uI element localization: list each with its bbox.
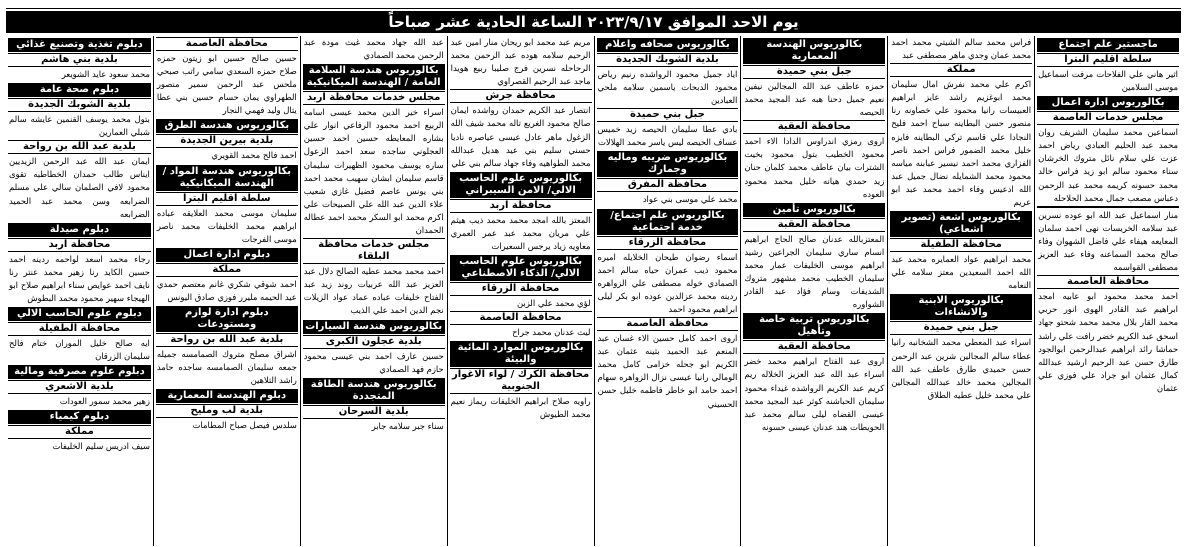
section-heading: دبلوم علوم مصرفية ومالية <box>8 365 151 379</box>
column-4 <box>594 36 741 546</box>
subsection-heading: محافظة العقبة <box>743 120 885 134</box>
section-heading: بكالوريوس علوم الحاسب الالي/ الذكاء الاصطناعي <box>450 255 592 281</box>
subsection-heading: مملكة <box>890 63 1032 77</box>
column-6 <box>300 36 447 546</box>
section-heading: دبلوم ادارة لوازم ومستودعات <box>156 306 298 332</box>
subsection-heading: محافظة العاصمة <box>1037 275 1179 289</box>
section-heading: بكالوريوس الهندسة المعمارية <box>743 38 885 64</box>
name-list: ايه صالح خليل الموران ختام فالح سليمان الزرقان <box>9 338 150 362</box>
column-3 <box>740 36 887 546</box>
name-list: احمد فالح محمد القويري <box>211 150 297 161</box>
name-list: اسماء رضوان طيحان الخلايله اميره محمود ذيب عمران حياه سالم احمد الصمادي خوله مصطفى علي الزواهره ردينه محمد عزالدين عوده ابو بكر ليلى ابراهيم محمود احمد <box>597 251 738 314</box>
subsection-heading: مجلس خدمات محافظة البلقاء <box>303 238 445 264</box>
name-list: المعتزبالله عدنان صالح الحاج ابراهيم انسام ساري سليمان الجراعين رشيد ابراهيم موسى الخليفات عمار محمد سليمان الخطيب محمد مشهور متروك الشديفات وسام فؤاد عبد القادر الشواوره <box>744 233 885 310</box>
name-list: اروى عبد الفتاح ابراهيم محمد خضر اسراء عبد الله عبد العزيز الخلاله ريم كريم عبد الكريم الرواشده غيداء محمود سليمان الحباشنه كوثر عبد المجيد محمد عيسى القضاه ليلى سالم محمد عبد الحويطات هند عدنان عيسى حسونه <box>744 356 885 432</box>
name-list: حمزه عاطف عبد الله المجالين نيفين نعيم جميل دحنا هبه عبد المجيد محمد الحيصه <box>744 81 885 118</box>
name-list: رجاء محمد اسعد لواحمه ردينه احمد حسين الكايد رنا زهير محمد عنتر رنا نايف احمد عوايص سناء ابراهيم صلاح ابو الهيجاء سهير محمود محمد البطوش <box>9 253 150 304</box>
subsection-heading: محافظة الطفيلة <box>8 322 151 336</box>
subsection-heading: بلدية الاشعري <box>8 380 151 394</box>
subsection-heading: بلدية بني هاشم <box>8 53 151 67</box>
section-heading: بكالوريوس علوم الحاسب الالي/ الامن السيبراني <box>450 172 592 198</box>
name-list: اياد جميل محمود الرواشده رنيم رياض محمود الدبحات ياسمين سلامه ملحي العبادين <box>597 69 738 106</box>
name-list: سليمان موسى محمد العلايقه عباده ابراهيم محمد الخليفات محمد ناصر موسى الفرجات <box>156 207 297 244</box>
name-list: محمد ابراهيم عواد العمايره محمد عبد الله احمد السعيدين معتز سلامه علي النعامه <box>891 254 1032 291</box>
section-heading: ماجستير علم اجتماع <box>1037 38 1179 52</box>
section-heading: بكالوريوس تربية خاصة وتأهيل <box>743 313 885 339</box>
name-list: راويه صلاح ابراهيم الخليفات ريماز نعيم محمد الطيوش <box>450 396 591 420</box>
name-list: احمد محمد محمد عطيه الصالح دلال عبد العزيز عبد الله عربيات روند زيد عبد الفتاح خليفات عباده عماد عواد الزيلات نجم الدين احمد علي الذيب <box>303 266 444 316</box>
section-heading: بكالوريوس صحافه واعلام <box>597 38 739 52</box>
section-heading: دبلوم صيدلة <box>8 223 151 237</box>
name-list: حسين صالح حسين ابو زيتون حمزه صلاح حمزه السعدي سامي راتب صبحي ملحس عبد الرحمن سمير منصور الطهراوي يمان حسام حسين بني عطا يتال وليد فهمي النجار <box>156 53 297 116</box>
name-list: حسين عارف احمد بني عيسى محمود حازم فهد الصمادي <box>303 350 444 374</box>
name-list: احمد شوقي شكري غانم معتصم حمدي عيد الحيمه مليرر فوزي صادق اليونس <box>156 278 297 302</box>
name-list: ايمان عبد الله عبد الرحمن الزيديين ايناس طالب حمدان الخطاطبه تقوى محمود لافي الصلمان سالي علي مسلم الضرابعه وسن محمد عبد الحميد الضرابعه <box>9 156 150 219</box>
name-list: اشراق مصلح متروك الصمامسه جميله جمعه سليمان الصمامسه ساجده حامد راشد التلاهين <box>156 349 297 386</box>
column-2 <box>887 36 1034 546</box>
name-list: لؤي محمد علي الزبن <box>516 298 591 309</box>
section-heading: بكالوريوس ضريبه وماليه وجمارك <box>597 151 739 177</box>
subsection-heading: بلدية بيرين الجديدة <box>156 134 298 148</box>
subsection-heading: مجلس خدمات محافظة اربد <box>303 91 445 105</box>
subsection-heading: بلدية الشوبك الجديدة <box>8 98 151 112</box>
section-heading: دبلوم علوم الحاسب الالي <box>8 307 151 321</box>
subsection-heading: بلدية عبد الله بن رواحة <box>156 333 298 347</box>
name-list: اسراء عبد المعطي محمد الشخانبه رانيا عطاء سالم المجالين شرين عبد الرحمن حسن حميدي طارق عاطف عبد الله المجالين محمد خالد عبدالله المجالين علي محمد خليل عطيه الطلاق <box>891 337 1032 400</box>
name-list: سناء جبر سلامه جابر <box>371 420 444 431</box>
name-list: اروى رمزي اندراوس الدادا الاء احمد محمود الخطيب بتول محمود بخيت الشترات بيان عاطف محمد كلمان حنان زيد حمدي هيانه خليل محمد محمود العوده <box>744 136 885 199</box>
name-list: بادي عطا سليمان الحيصه زيد خميس عساف الحيصه ليس ياسر محمد الهلالات <box>597 124 738 148</box>
name-list: احمد محمد محمود ابو عابيه امجد ابراهيم عبد القادر الهوى انور حربي محمد القار بلال محمد محمد شحتو جهاد اسحق عبد الكريم خضر رافت علي راشد حماشا رائد ابراهيم عبدالرحمن ابوالجود طارق حسن عبد الرحيم ارشيد عبدالله كمال عثمان ابو جراد علي فوزي علي عثمان <box>1038 291 1178 393</box>
name-list: اروى احمد كامل حسين الاء غسان عبد المنعم عبد الحميد بثينه عثمان عبد الكريم ابو جحله خزامى كامل محمد الومالي رانيا عيسى نزال الزواهره سهام احمد حامد ابو خاطر فاطمه خليل حسن الحسيني <box>597 333 738 409</box>
subsection-heading <box>1037 206 1179 208</box>
subsection-heading: محافظة الزرقاء <box>597 236 739 250</box>
section-heading: دبلوم الهندسة المعمارية <box>156 389 298 403</box>
subsection-heading: جبل بني حميدة <box>743 65 885 79</box>
column-8 <box>6 36 153 546</box>
subsection-heading: بلدية عبد الله بن رواحة <box>8 140 151 154</box>
subsection-heading: محافظة العاصمة <box>156 37 298 51</box>
section-heading: بكالوريوس الابنية والانشاءات <box>890 294 1032 320</box>
name-list: مريم عبد محمد ابو ريحان منار امين عبد الرحيم سلامه هوده عبد الرحمن محمد الرحاحله نسرين فرج صليبا ربيع هويدا ماجد عبد الرحيم القصراوي <box>450 37 591 87</box>
section-heading: بكالوريوس هندسة الطاقة المتجددة <box>303 378 445 404</box>
name-list: اسراء خير الدين محمد عيسى اسامه الربيع احمد محمود الرفاعي انوار علي بشاره المعايطه حسين احمد حسين العجلوني ساجده سعد احمد الزعول ساره يوسف محمود الظهيرات سليمان قاسم سليمان ابشان سهيب محمد احمد بني يونس عاصم فضيل غازي شعيب علاء الدين عبد الله علي الصبيحات علي اكرم محمد ابو السكر محمد احمد عطاله الحمدان <box>303 107 444 236</box>
top-strip <box>6 4 1181 9</box>
column-5 <box>447 36 594 546</box>
name-list: زهير محمد سمور العودات <box>59 396 150 407</box>
section-heading: بكالوريوس تأمين <box>743 203 885 217</box>
subsection-heading: مجلس خدمات العاصمة <box>1037 111 1179 125</box>
section-heading: بكالوريوس ادارة اعمال <box>1037 96 1179 110</box>
name-list: اكرم علي محمد نفرش امال سليمان محمد ابوغزيم راشد عايز ابراهيم العبيسات رانيا محمود علي خصاونه رنا منصور حسن البطاينه سباح احمد فليح النجادا علي قاسم تركي البطاينه فايزه خليل محمد الضمور فراس احمد ناصر الفزاري محمد احمد نيسير عبابنه مياسه محمود محمد الشمايله نضال جميل عبد الله ادعيس وفاء احمد محمد عبد ابو عريم <box>891 79 1032 208</box>
subsection-heading: محافظة المفرق <box>597 178 739 192</box>
section-heading: بكالوريوس علم اجتماع/خدمة اجتماعية <box>597 209 739 235</box>
subsection-heading: محافظة العقبة <box>743 340 885 354</box>
subsection-heading: جبل بني حميدة <box>597 108 739 122</box>
section-heading: بكالوريوس اشعة (تصوير اشعاعي) <box>890 211 1032 237</box>
column-7 <box>153 36 300 546</box>
name-list: اثير هاني علي الفلاحات مرفت اسماعيل موسى السلامين <box>1038 69 1178 93</box>
subsection-heading: مملكة <box>8 425 151 439</box>
section-heading: دبلوم ادارة اعمال <box>156 248 298 262</box>
subsection-heading: محافظة اربد <box>450 199 592 213</box>
name-list: انتصار عبد الكريم حمدان رواشده ايمان صالح محمود الغريع تاله محمد شيف الله الزغول ماهر عادل عيسى عياصره ناديا حسني سليم بني عيد هديل عبدالله محمد الطواهيه وفاء جهاد سالم بني علي <box>450 105 591 168</box>
subsection-heading: محافظة العاصمة <box>597 317 739 331</box>
section-heading: بكالوريوس الموارد المائية والبيئة <box>450 341 592 367</box>
subsection-heading: محافظة جرش <box>450 89 592 103</box>
subsection-heading: بلدية السرحان <box>303 405 445 419</box>
name-list: عبد الله جهاد محمد غيث مودة عبد الرحمن محمد الصمادي <box>303 37 444 61</box>
subsection-heading: محافظة العقبة <box>743 218 885 232</box>
section-heading: بكالوريوس هندسة الطرق <box>156 119 298 133</box>
name-list: ليث عدنان محمد جراح <box>512 327 591 338</box>
subsection-heading: بلدية الشوبك الجديدة <box>597 53 739 67</box>
subsection-heading: بلدية عجلون الكبرى <box>303 335 445 349</box>
name-list: سلدس فيصل صباح المطامات <box>192 420 297 431</box>
subsection-heading: محافظة الكرك / لواء الاغوار الجنوبية <box>450 368 592 394</box>
subsection-heading: بلدية لب ومليح <box>156 404 298 418</box>
subsection-heading: محافظة الزرقاء <box>450 282 592 296</box>
date-line: يوم الاحد الموافق ٢٠٢٣/٩/١٧ الساعة الحادية عشر صباحاً <box>6 11 1181 33</box>
section-heading: بكالوريوس هندسة السلامة العامة / الهندسة الميكانيكية <box>303 64 445 90</box>
subsection-heading: جبل بني حميدة <box>890 321 1032 335</box>
name-list: فراس محمد سالم الشيتي محمد احمد محمد عمان وجدي ماهر مصطفى عبد <box>891 37 1032 61</box>
name-list: منار اسماعيل عبد الله ابو عوده نسرين عبد سلامه الخريسات نهى احمد سلمان المعايعه هيفاء علي فاضل الشهوان وفاء صالح محمد السماعنه وفاء عبد العزيز مصطفى القواسمه <box>1038 209 1178 273</box>
columns-area <box>6 36 1181 546</box>
name-list: اسماعين محمد سليمان الشريف روان محمد عبد الحليم العبادي رياض احمد عزت علي سلام نائل متروك الخرشان سناء محمود سالم ابو زيد فراس خالد محمد حسونه كريمه محمد عبد الرحمن دعباس مصعب جمال محمد الحلاحله <box>1038 127 1178 203</box>
section-heading: دبلوم كيمياء <box>8 410 151 424</box>
subsection-heading: سلطة اقليم البترا <box>1037 53 1179 67</box>
name-list: محمد سعود عايد الشويعر <box>61 69 150 79</box>
column-1 <box>1034 36 1181 546</box>
subsection-heading: سلطة اقليم البترا <box>156 192 298 206</box>
name-list: محمد علي موسى بني عواد <box>642 194 738 205</box>
section-heading: بكالوريوس هندسة المواد / الهندسة الميكانيكية <box>156 165 298 191</box>
name-list: سيف ادريس سليم الخليفات <box>52 441 150 452</box>
section-heading: دبلوم تغذية وتصنيع غذائي <box>8 38 151 52</box>
name-list: بتول محمد يوسف القنمين عايشه سالم شبلي العمارين <box>9 114 150 138</box>
name-list: المعتز بالله امجد محمد محمد ذيب هيثم علي مريان محمد عبد عمر العمري معاويه زياد يرجس السعيرات <box>450 214 591 252</box>
subsection-heading: محافظة العاصمة <box>450 311 592 325</box>
subsection-heading: محافظة الطفيلة <box>890 238 1032 252</box>
section-heading: دبلوم صحة عامة <box>8 83 151 97</box>
section-heading: بكالوريوس هندسة السيارات <box>303 320 445 334</box>
subsection-heading: مملكة <box>156 263 298 277</box>
subsection-heading: محافظة اربد <box>8 238 151 252</box>
